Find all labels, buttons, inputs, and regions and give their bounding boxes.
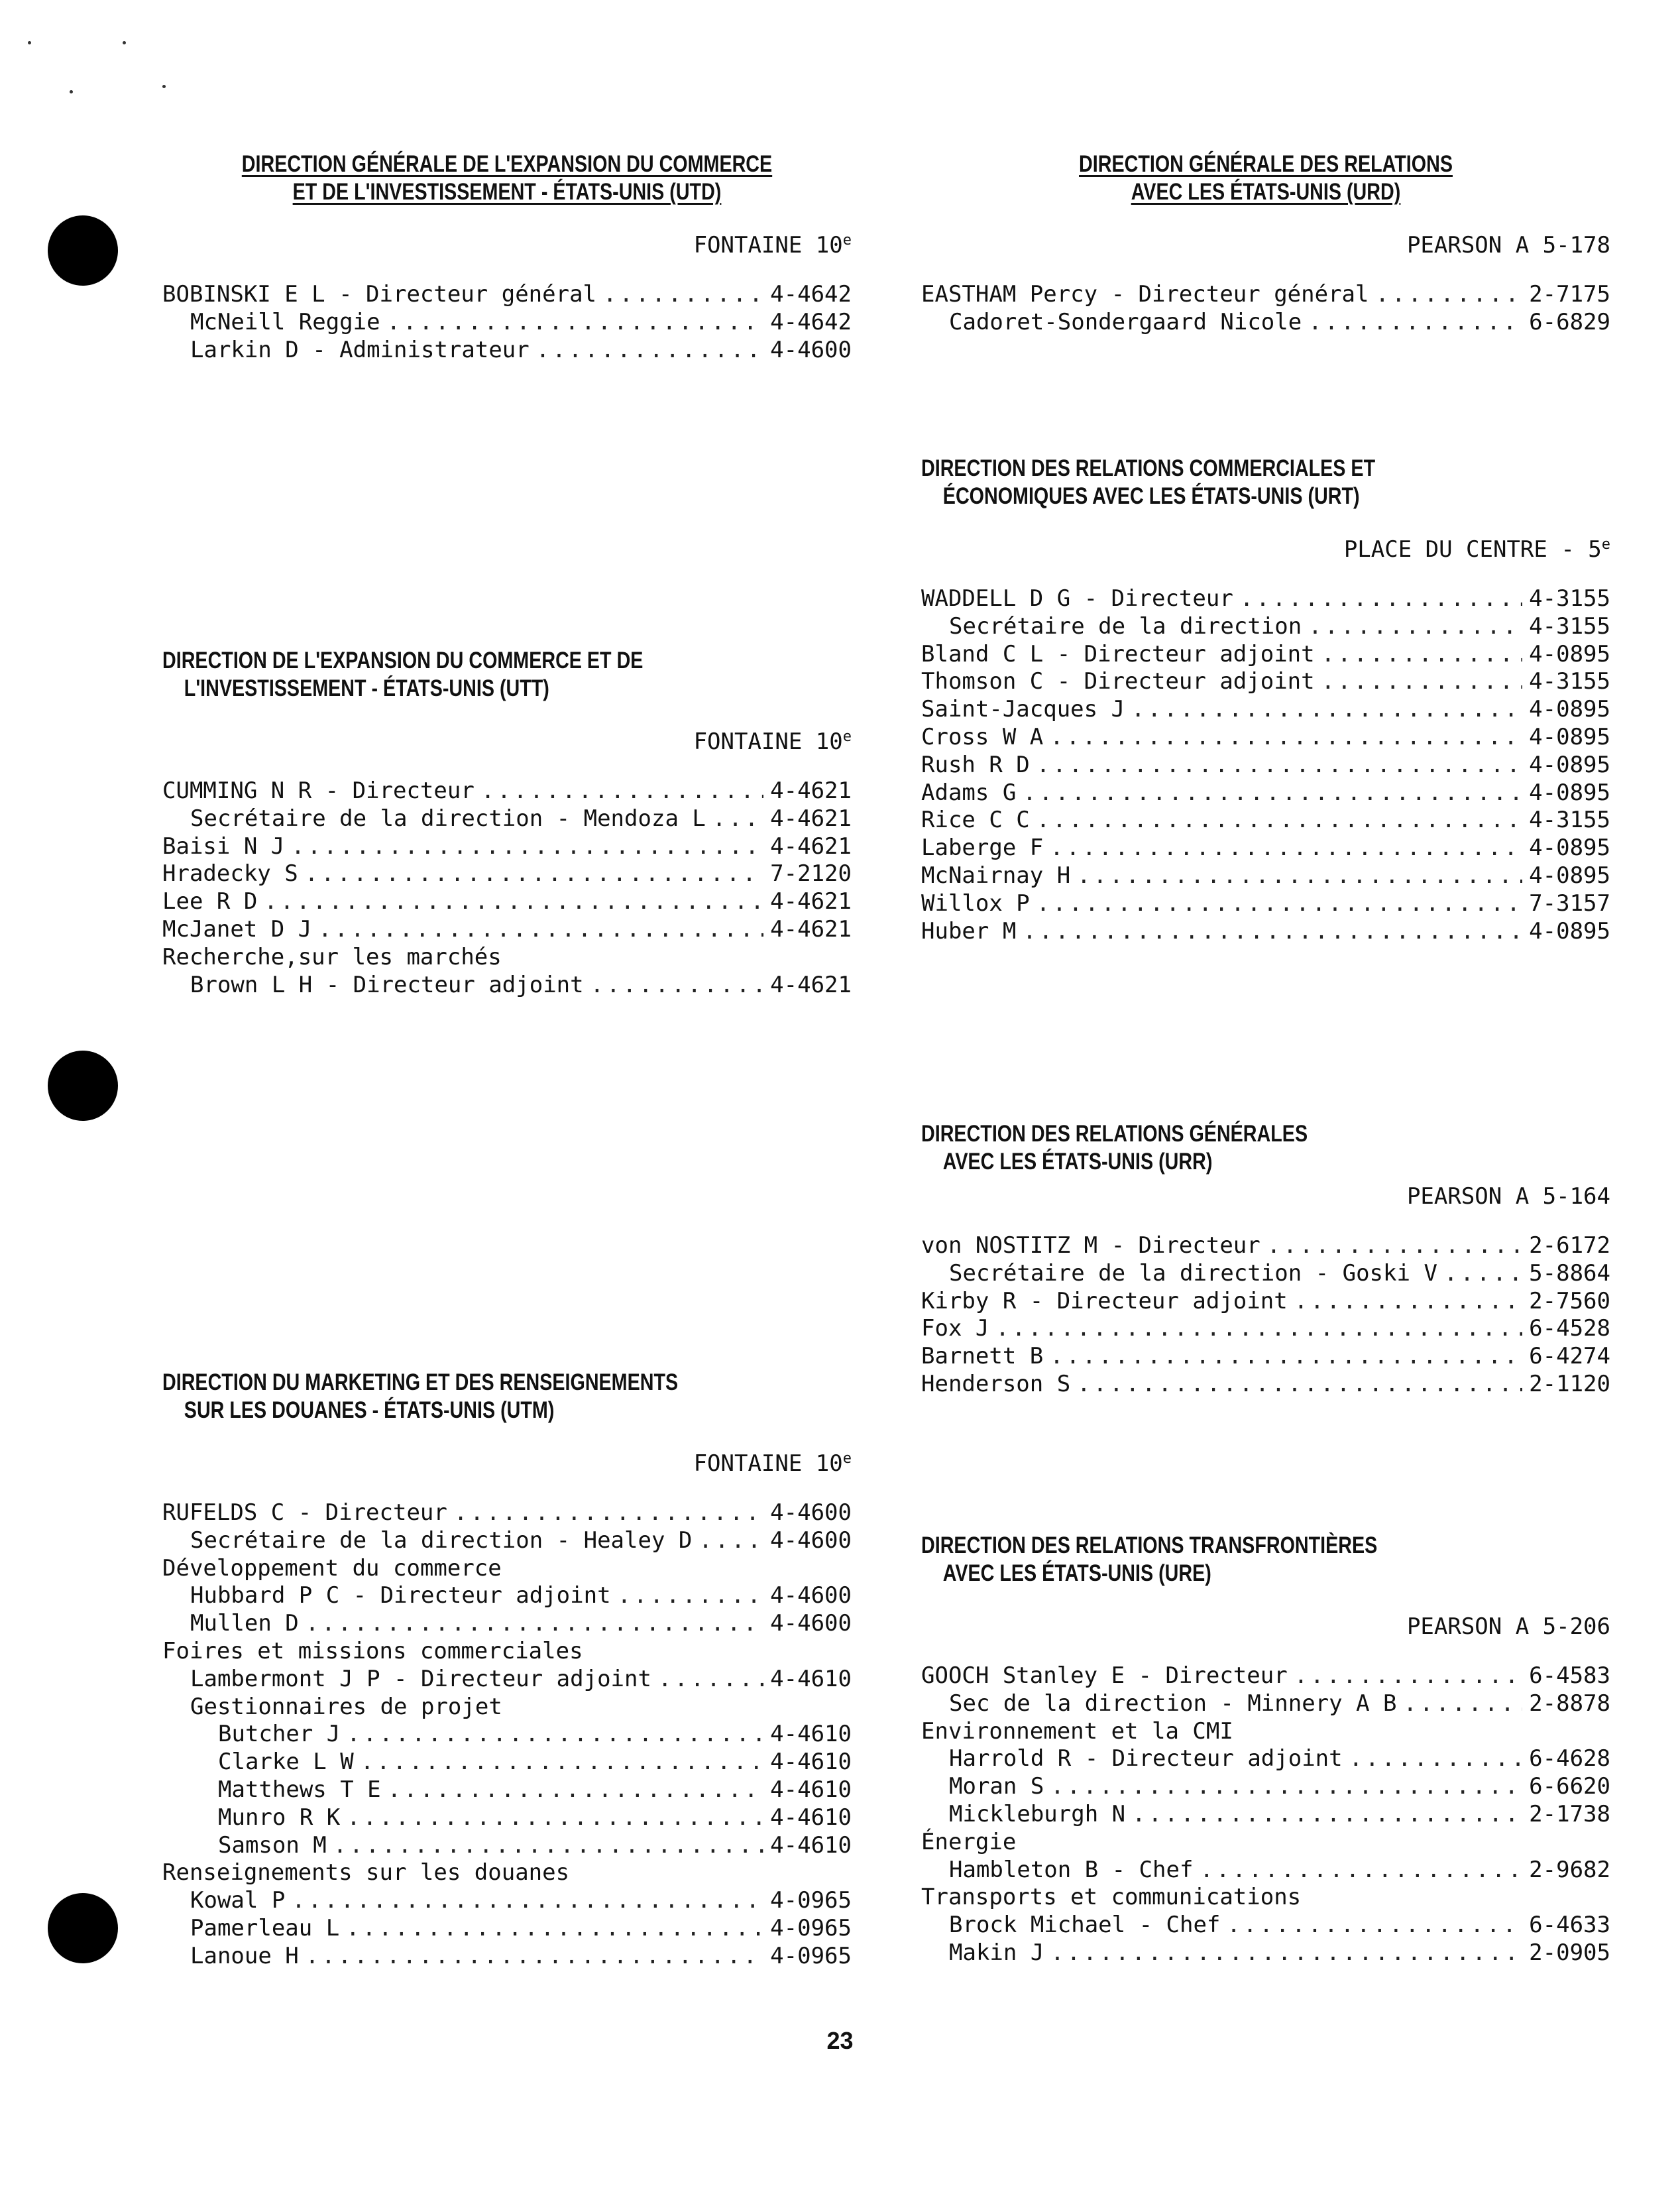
directory-entry xyxy=(162,1749,852,1776)
entry-name: Développement du commerce xyxy=(162,1554,502,1582)
location-label: PEARSON A 5-164 xyxy=(1406,1183,1610,1210)
entry-name: Lanoue H xyxy=(190,1942,299,1969)
directory-entry xyxy=(921,585,1610,613)
directory-entry xyxy=(921,1829,1610,1857)
directory-entry xyxy=(921,1371,1610,1399)
dot-leader xyxy=(264,888,763,916)
directory-entry xyxy=(921,1912,1610,1939)
entry-name: Munro R K xyxy=(218,1804,341,1831)
entry-extension: 4-4621 xyxy=(770,971,852,998)
entry-extension: 6-4583 xyxy=(1529,1662,1610,1689)
directory-entry xyxy=(921,1773,1610,1801)
binder-hole-bottom xyxy=(48,1893,118,1963)
dot-leader xyxy=(1404,1690,1523,1718)
directory-entry xyxy=(921,807,1610,835)
entry-extension: 6-4274 xyxy=(1529,1343,1610,1370)
entry-name: Saint-Jacques J xyxy=(921,696,1125,723)
heading-line: DIRECTION GÉNÉRALE DE L'EXPANSION DU COMMERCE xyxy=(241,151,773,177)
entry-name: Baisi N J xyxy=(162,833,285,860)
directory-entry xyxy=(162,1721,852,1749)
entry-name: EASTHAM Percy - Directeur général xyxy=(921,281,1369,308)
directory-entry xyxy=(162,1887,852,1915)
directory-entry xyxy=(162,1832,852,1860)
directory-entry xyxy=(921,724,1610,752)
directory-entry xyxy=(921,1801,1610,1829)
dot-leader xyxy=(1050,835,1522,862)
dot-leader xyxy=(995,1315,1522,1343)
entry-extension: 4-0895 xyxy=(1529,723,1610,750)
directory-entry xyxy=(921,1288,1610,1316)
heading-line: DIRECTION GÉNÉRALE DES RELATIONS xyxy=(1079,151,1453,177)
entry-name: WADDELL D G - Directeur xyxy=(921,585,1233,612)
dot-leader xyxy=(1131,696,1522,724)
dot-leader xyxy=(346,1915,763,1943)
directory-entry xyxy=(162,860,852,888)
entry-extension: 4-0895 xyxy=(1529,917,1610,945)
entry-name: Sec de la direction - Minnery A B xyxy=(949,1690,1397,1717)
entry-extension: 4-4621 xyxy=(770,833,852,860)
directory-entry xyxy=(921,752,1610,779)
entry-name: Harrold R - Directeur adjoint xyxy=(949,1745,1343,1772)
entry-extension: 4-0895 xyxy=(1529,779,1610,806)
directory-entry xyxy=(921,281,1610,309)
entry-extension: 6-6829 xyxy=(1529,308,1610,335)
entry-name: Thomson C - Directeur adjoint xyxy=(921,668,1315,695)
dot-leader xyxy=(1023,779,1522,807)
section-urd xyxy=(921,150,1610,337)
entry-extension: 4-0965 xyxy=(770,1942,852,1969)
directory-entry xyxy=(921,1315,1610,1343)
entry-name: Transports et communications xyxy=(921,1884,1302,1911)
directory-entry xyxy=(162,1943,852,1971)
heading-line: DIRECTION DE L'EXPANSION DU COMMERCE ET DE xyxy=(162,648,644,673)
entry-extension: 2-1120 xyxy=(1529,1370,1610,1397)
entry-name: Hambleton B - Chef xyxy=(949,1856,1194,1883)
entry-extension: 2-8878 xyxy=(1529,1690,1610,1717)
dot-leader xyxy=(1267,1232,1522,1260)
entry-name: Secrétaire de la direction - Mendoza L xyxy=(190,805,706,832)
location-label: PEARSON A 5-206 xyxy=(1406,1613,1610,1640)
entry-name: GOOCH Stanley E - Directeur xyxy=(921,1662,1288,1689)
section-utt xyxy=(162,647,852,999)
dot-leader xyxy=(361,1749,763,1776)
scan-speck xyxy=(162,85,166,88)
entry-extension: 4-0895 xyxy=(1529,751,1610,778)
entry-name: Recherche,sur les marchés xyxy=(162,943,502,970)
dot-leader xyxy=(1349,1745,1523,1773)
dot-leader xyxy=(1050,1343,1522,1371)
directory-entry xyxy=(921,890,1610,918)
entry-extension: 4-4600 xyxy=(770,1610,852,1637)
entry-name: Rush R D xyxy=(921,751,1030,778)
directory-entry xyxy=(162,972,852,1000)
dot-leader xyxy=(699,1527,763,1555)
entry-name: Cross W A xyxy=(921,723,1044,750)
dot-leader xyxy=(1077,862,1522,890)
section-utm xyxy=(162,1369,852,1971)
dot-leader xyxy=(1321,668,1523,696)
dot-leader xyxy=(387,309,764,337)
entry-name: Lambermont J P - Directeur adjoint xyxy=(190,1665,651,1692)
entry-extension: 4-4621 xyxy=(770,778,852,804)
entry-name: Huber M xyxy=(921,917,1017,945)
entry-name: Henderson S xyxy=(921,1370,1071,1397)
heading-line: ÉCONOMIQUES AVEC LES ÉTATS-UNIS (URT) xyxy=(942,483,1360,509)
directory-entry xyxy=(162,1666,852,1694)
directory-entry xyxy=(921,1662,1610,1690)
entry-extension: 4-0965 xyxy=(770,1914,852,1941)
dot-leader xyxy=(603,281,763,309)
directory-entry xyxy=(162,1527,852,1555)
dot-leader xyxy=(1036,752,1522,779)
directory-entry xyxy=(921,1690,1610,1718)
entry-name: CUMMING N R - Directeur xyxy=(162,778,475,804)
directory-entry xyxy=(921,1260,1610,1288)
location-label: PLACE DU CENTRE - 5e xyxy=(1343,536,1610,563)
directory-entry xyxy=(921,918,1610,946)
directory-entry xyxy=(162,1776,852,1804)
directory-entry xyxy=(162,778,852,805)
entry-name: Rice C C xyxy=(921,807,1030,834)
entry-name: Foires et missions commerciales xyxy=(162,1637,583,1664)
section-heading xyxy=(162,1369,728,1424)
directory-entry xyxy=(162,1582,852,1610)
entry-name: Mullen D xyxy=(190,1610,299,1637)
entry-extension: 4-0895 xyxy=(1529,835,1610,862)
binder-hole-top xyxy=(48,215,118,286)
dot-leader xyxy=(1294,1662,1522,1690)
entry-name: McNeill Reggie xyxy=(190,308,380,335)
directory-entry xyxy=(162,833,852,861)
directory-entry xyxy=(921,696,1610,724)
entry-extension: 2-6172 xyxy=(1529,1232,1610,1259)
binder-hole-middle xyxy=(48,1051,118,1121)
entry-extension: 6-4528 xyxy=(1529,1315,1610,1342)
directory-entry xyxy=(921,862,1610,890)
dot-leader xyxy=(305,860,763,888)
directory-entry xyxy=(162,1694,852,1721)
entry-extension: 4-3155 xyxy=(1529,612,1610,640)
directory-entry xyxy=(921,668,1610,696)
entry-name: Secrétaire de la direction - Healey D xyxy=(190,1527,693,1554)
directory-entry xyxy=(162,916,852,944)
dot-leader xyxy=(1036,807,1522,835)
directory-entry xyxy=(921,1232,1610,1260)
entry-extension: 4-4610 xyxy=(770,1776,852,1803)
entry-name: Fox J xyxy=(921,1315,989,1342)
heading-line: AVEC LES ÉTATS-UNIS (URD) xyxy=(1131,179,1401,205)
directory-entry xyxy=(162,1859,852,1887)
entry-extension: 4-3155 xyxy=(1529,807,1610,834)
entry-name: Kirby R - Directeur adjoint xyxy=(921,1287,1288,1314)
dot-leader xyxy=(1077,1371,1522,1399)
directory-entry xyxy=(162,309,852,337)
entry-extension: 7-2120 xyxy=(770,860,852,888)
dot-leader xyxy=(1308,613,1522,641)
directory-entry xyxy=(921,1939,1610,1967)
entry-extension: 4-4642 xyxy=(770,308,852,335)
dot-leader xyxy=(333,1832,763,1860)
entry-name: Adams G xyxy=(921,779,1017,806)
entry-extension: 4-4610 xyxy=(770,1721,852,1748)
dot-leader xyxy=(481,778,763,805)
entry-name: BOBINSKI E L - Directeur général xyxy=(162,281,597,308)
dot-leader xyxy=(536,337,763,365)
dot-leader xyxy=(1050,1939,1522,1967)
entry-extension: 4-4600 xyxy=(770,1582,852,1609)
entry-name: Kowal P xyxy=(190,1887,286,1914)
entry-extension: 2-7175 xyxy=(1529,281,1610,308)
heading-line: SUR LES DOUANES - ÉTATS-UNIS (UTM) xyxy=(184,1397,555,1423)
dot-leader xyxy=(658,1666,763,1694)
scan-speck xyxy=(28,41,31,44)
directory-entry xyxy=(162,1915,852,1943)
section-heading xyxy=(921,1120,1486,1176)
dot-leader xyxy=(1050,724,1522,752)
section-heading xyxy=(921,455,1486,510)
directory-entry xyxy=(162,944,852,972)
entry-name: Pamerleau L xyxy=(190,1914,340,1941)
dot-leader xyxy=(347,1804,763,1832)
dot-leader xyxy=(454,1499,763,1527)
entry-name: McJanet D J xyxy=(162,915,312,943)
directory-entry xyxy=(162,1499,852,1527)
entry-name: Butcher J xyxy=(218,1721,341,1748)
entry-extension: 4-4621 xyxy=(770,915,852,943)
dot-leader xyxy=(306,1943,763,1971)
entry-name: Makin J xyxy=(949,1939,1044,1966)
dot-leader xyxy=(1227,1912,1522,1939)
entry-name: Secrétaire de la direction xyxy=(949,612,1302,640)
directory-entry xyxy=(921,1718,1610,1746)
entry-extension: 4-0895 xyxy=(1529,640,1610,667)
directory-entry xyxy=(162,805,852,833)
section-utd xyxy=(162,150,852,364)
entry-name: Énergie xyxy=(921,1828,1017,1855)
entry-name: Renseignements sur les douanes xyxy=(162,1859,570,1886)
entry-name: Hradecky S xyxy=(162,860,298,888)
entry-extension: 4-0895 xyxy=(1529,862,1610,889)
entry-name: Mickleburgh N xyxy=(949,1800,1126,1827)
section-heading xyxy=(983,150,1549,206)
scan-speck xyxy=(123,41,126,44)
entry-extension: 4-4600 xyxy=(770,336,852,363)
location-label: FONTAINE 10e xyxy=(693,1450,852,1477)
directory-entry xyxy=(921,1745,1610,1773)
heading-line: DIRECTION DES RELATIONS COMMERCIALES ET xyxy=(921,455,1376,481)
entry-extension: 4-4621 xyxy=(770,888,852,915)
entry-extension: 6-6620 xyxy=(1529,1773,1610,1800)
dot-leader xyxy=(318,916,763,944)
entry-name: Laberge F xyxy=(921,835,1044,862)
dot-leader xyxy=(347,1721,763,1749)
entry-extension: 6-4628 xyxy=(1529,1745,1610,1772)
heading-line: AVEC LES ÉTATS-UNIS (URE) xyxy=(942,1560,1211,1586)
entry-name: Larkin D - Administrateur xyxy=(190,336,530,363)
dot-leader xyxy=(292,1887,763,1915)
heading-line: DIRECTION DES RELATIONS GÉNÉRALES xyxy=(921,1121,1308,1147)
dot-leader xyxy=(291,833,763,861)
section-heading xyxy=(225,150,790,206)
dot-leader xyxy=(1376,281,1523,309)
entry-name: McNairnay H xyxy=(921,862,1071,889)
directory-entry xyxy=(162,1555,852,1583)
entry-extension: 6-4633 xyxy=(1529,1912,1610,1939)
dot-leader xyxy=(1132,1801,1522,1829)
directory-entry xyxy=(921,1884,1610,1912)
entry-extension: 7-3157 xyxy=(1529,890,1610,917)
dot-leader xyxy=(1023,918,1522,946)
entry-extension: 4-0965 xyxy=(770,1887,852,1914)
entry-extension: 2-0905 xyxy=(1529,1939,1610,1966)
dot-leader xyxy=(1200,1857,1522,1884)
heading-line: L'INVESTISSEMENT - ÉTATS-UNIS (UTT) xyxy=(184,675,549,701)
entry-name: Moran S xyxy=(949,1773,1044,1800)
entry-extension: 2-1738 xyxy=(1529,1800,1610,1827)
dot-leader xyxy=(306,1610,763,1638)
entry-extension: 4-4621 xyxy=(770,805,852,832)
entry-name: Secrétaire de la direction - Goski V xyxy=(949,1259,1437,1287)
entry-extension: 4-4610 xyxy=(770,1665,852,1692)
entry-extension: 2-7560 xyxy=(1529,1287,1610,1314)
entry-extension: 4-4610 xyxy=(770,1749,852,1776)
heading-line: AVEC LES ÉTATS-UNIS (URR) xyxy=(942,1149,1213,1175)
entry-name: Hubbard P C - Directeur adjoint xyxy=(190,1582,611,1609)
location-label: FONTAINE 10e xyxy=(693,232,852,259)
entry-name: Brown L H - Directeur adjoint xyxy=(190,971,584,998)
directory-entry xyxy=(921,641,1610,669)
directory-entry xyxy=(162,1610,852,1638)
entry-name: Barnett B xyxy=(921,1343,1044,1370)
dot-leader xyxy=(618,1582,764,1610)
entry-name: von NOSTITZ M - Directeur xyxy=(921,1232,1260,1259)
dot-leader xyxy=(712,805,763,833)
dot-leader xyxy=(388,1776,764,1804)
section-urr xyxy=(921,1120,1610,1399)
page-number: 23 xyxy=(826,2027,854,2054)
heading-line: DIRECTION DES RELATIONS TRANSFRONTIÈRES xyxy=(921,1532,1378,1558)
section-heading xyxy=(921,1532,1486,1587)
location-label: PEARSON A 5-178 xyxy=(1406,232,1610,259)
heading-line: ET DE L'INVESTISSEMENT - ÉTATS-UNIS (UTD) xyxy=(292,179,722,205)
entry-name: Brock Michael - Chef xyxy=(949,1912,1221,1939)
entry-extension: 4-3155 xyxy=(1529,668,1610,695)
entry-extension: 4-4642 xyxy=(770,281,852,308)
dot-leader xyxy=(1036,890,1522,918)
scan-speck xyxy=(70,90,73,93)
section-ure xyxy=(921,1532,1610,1967)
dot-leader xyxy=(1294,1288,1522,1316)
entry-name: Willox P xyxy=(921,890,1030,917)
directory-entry xyxy=(921,309,1610,337)
location-label: FONTAINE 10e xyxy=(693,728,852,755)
directory-entry xyxy=(921,613,1610,641)
entry-name: RUFELDS C - Directeur xyxy=(162,1499,447,1526)
dot-leader xyxy=(1308,309,1522,337)
entry-extension: 2-9682 xyxy=(1529,1856,1610,1883)
dot-leader xyxy=(1444,1260,1522,1288)
entry-extension: 4-4610 xyxy=(770,1804,852,1831)
dot-leader xyxy=(1050,1773,1522,1801)
section-urt xyxy=(921,455,1610,945)
entry-name: Bland C L - Directeur adjoint xyxy=(921,640,1315,667)
entry-extension: 4-3155 xyxy=(1529,585,1610,612)
heading-line: DIRECTION DU MARKETING ET DES RENSEIGNEMENTS xyxy=(162,1369,679,1395)
entry-name: Samson M xyxy=(218,1831,327,1859)
directory-entry xyxy=(921,835,1610,862)
dot-leader xyxy=(1240,585,1522,613)
entry-extension: 4-4600 xyxy=(770,1499,852,1526)
entry-name: Lee R D xyxy=(162,888,258,915)
entry-name: Cadoret-Sondergaard Nicole xyxy=(949,308,1302,335)
section-heading xyxy=(162,647,728,703)
directory-entry xyxy=(162,888,852,916)
entry-name: Environnement et la CMI xyxy=(921,1717,1233,1745)
directory-entry xyxy=(921,1857,1610,1884)
directory-entry xyxy=(162,1804,852,1832)
entry-extension: 4-4600 xyxy=(770,1527,852,1554)
entry-name: Clarke L W xyxy=(218,1749,354,1776)
directory-entry xyxy=(162,337,852,365)
entry-extension: 4-4610 xyxy=(770,1831,852,1859)
entry-name: Matthews T E xyxy=(218,1776,381,1803)
entry-extension: 5-8864 xyxy=(1529,1259,1610,1287)
directory-entry xyxy=(921,779,1610,807)
directory-entry xyxy=(162,281,852,309)
dot-leader xyxy=(1321,641,1523,669)
entry-name: Gestionnaires de projet xyxy=(190,1693,502,1720)
entry-extension: 4-0895 xyxy=(1529,696,1610,723)
directory-entry xyxy=(162,1638,852,1666)
dot-leader xyxy=(590,972,764,1000)
directory-entry xyxy=(921,1343,1610,1371)
